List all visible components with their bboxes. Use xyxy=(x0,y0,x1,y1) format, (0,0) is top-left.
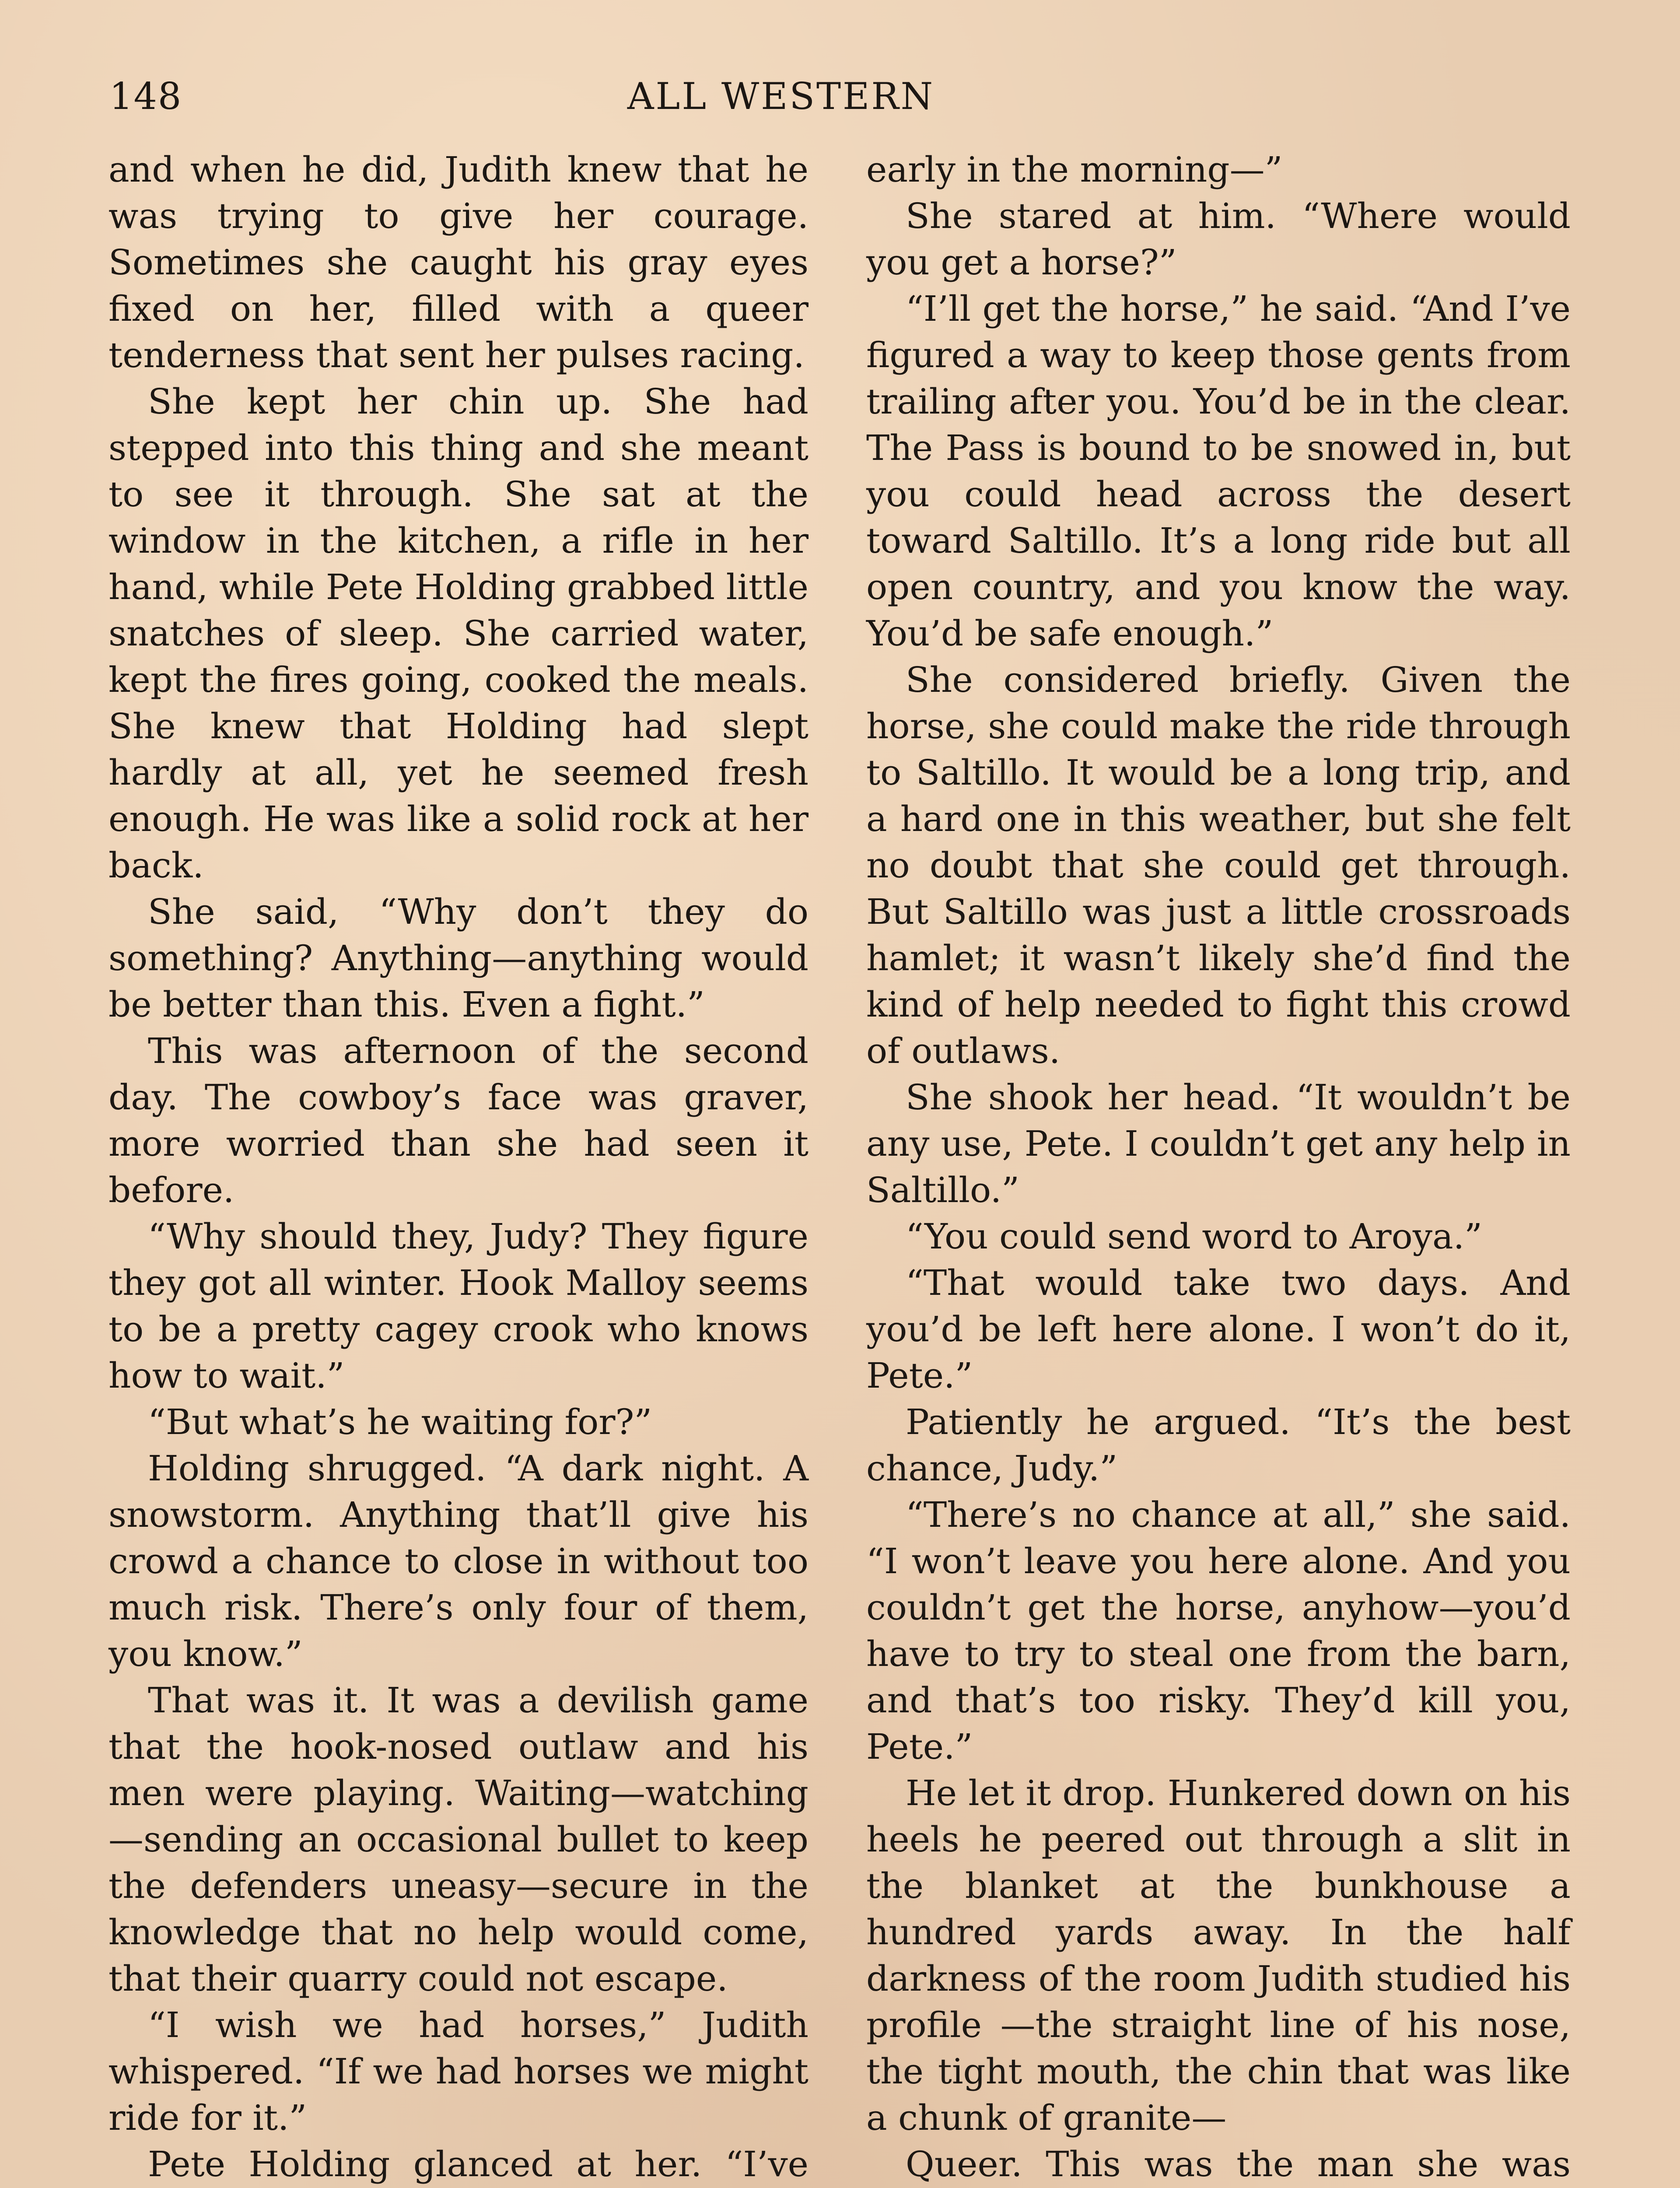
paragraph: Patiently he argued. “It’s the best chance, Judy.” xyxy=(866,1402,1571,1489)
left-column xyxy=(108,147,808,2188)
paragraph: She shook her head. “It wouldn’t be any use, Pete. I couldn’t get any help in Saltillo.” xyxy=(866,1077,1571,1210)
paragraph: “I wish we had horses,” Judith whispered. “If we had horses we might ride for it.” xyxy=(108,2005,808,2138)
paragraph: “That would take two days. And you’d be left here alone. I won’t do it, Pete.” xyxy=(866,1262,1571,1396)
paragraph: She kept her chin up. She had stepped into this thing and she meant to see it through. She sat at the window in the kitchen, a rifle in her hand, while Pete Holding grabbed little snatches of sleep. She carried water, kept the fires going, cooked the meals. She knew that Holding had slept hardly at all, yet he seemed fresh enough. He was like a solid rock at her back. xyxy=(108,381,808,886)
paragraph: “You could send word to Aroya.” xyxy=(906,1216,1483,1257)
paragraph: “There’s no chance at all,” she said. “I won’t leave you here alone. And you couldn’t get the horse, anyhow—you’d have to try to steal one from the barn, and that’s too risky. They’d kill you, Pete.” xyxy=(866,1494,1571,1767)
paragraph: “Why should they, Judy? They figure they got all winter. Hook Malloy seems to be a pretty cagey crook who knows how to wait.” xyxy=(108,1216,808,1396)
paragraph: Pete Holding glanced at her. “I’ve xyxy=(148,2144,808,2184)
paragraph: He let it drop. Hunkered down on his heels he peered out through a slit in the blanket at the bunkhouse a hundred yards away. In the half darkness of the room Judith studied his profile —the straight line of his nose, the tight mouth, the chin that was like a chunk of granite— xyxy=(866,1773,1571,2138)
paragraph: This was afternoon of the second day. The cowboy’s face was graver, more worried than she had seen it before. xyxy=(108,1031,808,1210)
paragraph: She said, “Why don’t they do something? Anything—anything would be better than this. Even a fight.” xyxy=(108,891,808,1025)
paragraph: That was it. It was a devilish game that the hook-nosed outlaw and his men were playing. Waiting—watching —sending an occasional bullet to keep the defenders uneasy—secure in the knowledge that no help would come, that their quarry could not escape. xyxy=(108,1680,808,1999)
paragraph: She considered briefly. Given the horse, she could make the ride through to Saltillo. It would be a long trip, and a hard one in this weather, but she felt no doubt that she could get through. But Saltillo was just a little crossroads hamlet; it wasn’t likely she’d find the kind of help needed to fight this crowd of outlaws. xyxy=(866,659,1571,1071)
running-title: ALL WESTERN xyxy=(627,75,935,118)
paragraph: and when he did, Judith knew that he was trying to give her courage. Sometimes she caught his gray eyes fixed on her, filled with a queer tenderness that sent her pulses racing. xyxy=(108,149,808,375)
page-number: 148 xyxy=(109,75,182,118)
paragraph: “But what’s he waiting for?” xyxy=(148,1402,652,1442)
paragraph: “I’ll get the horse,” he said. “And I’ve figured a way to keep those gents from trailing after you. You’d be in the clear. The Pass is bound to be snowed in, but you could head across the desert toward Saltillo. It’s a long ride but all open country, and you know the way. You’d be safe enough.” xyxy=(866,288,1571,654)
right-column xyxy=(866,147,1571,2188)
paragraph: Queer. This was the man she was xyxy=(906,2144,1571,2184)
page-header xyxy=(109,72,1575,120)
paragraph: early in the morning—” xyxy=(866,149,1283,190)
paragraph: Holding shrugged. “A dark night. A snowstorm. Anything that’ll give his crowd a chance to close in without too much risk. There’s only four of them, you know.” xyxy=(108,1448,808,1674)
paragraph: She stared at him. “Where would you get a horse?” xyxy=(866,196,1571,283)
